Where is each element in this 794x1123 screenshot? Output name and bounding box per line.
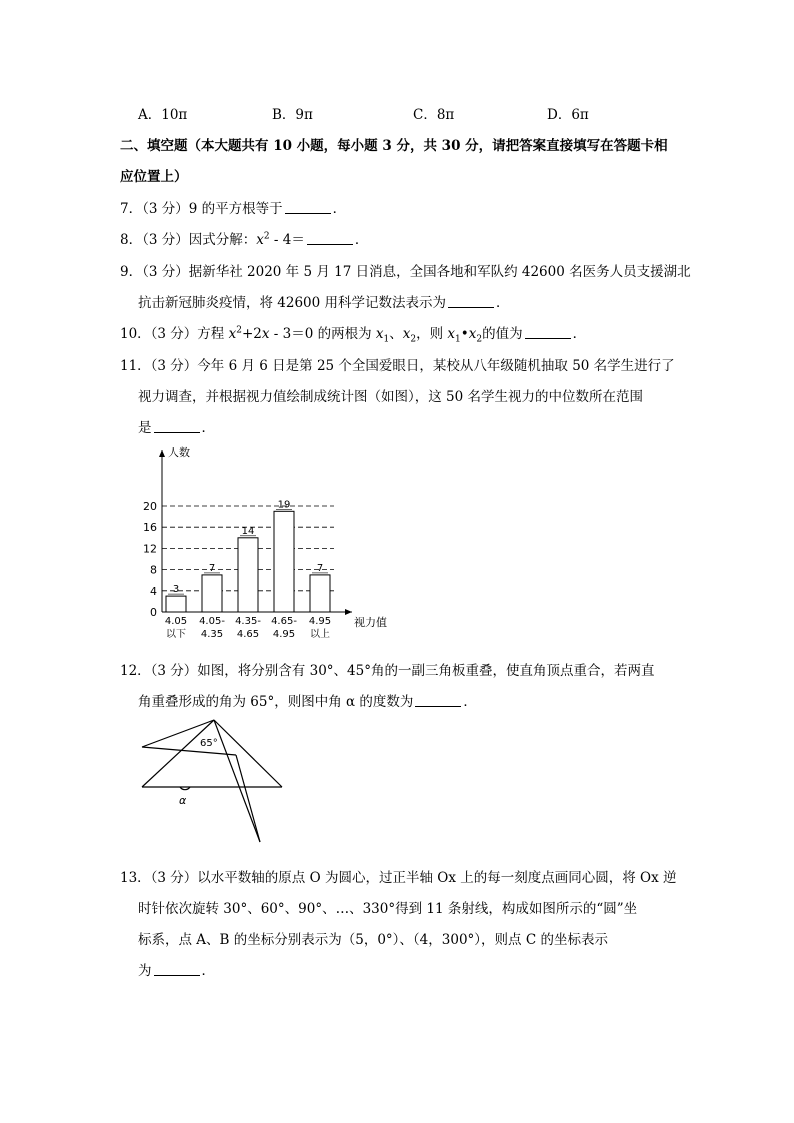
- question-13-line2: 时针依次旋转 30°、60°、90°、…、330°得到 11 条射线，构成如图所示的“圆”坐: [138, 901, 638, 917]
- q10-root1: x: [375, 326, 384, 342]
- triangle-edge: [142, 720, 214, 787]
- answer-blank: [448, 295, 494, 308]
- q10-tail: 的值为: [482, 326, 523, 342]
- q11-text: 是: [138, 420, 152, 436]
- alpha-label: α: [179, 794, 187, 807]
- q10-exp: 2: [236, 325, 242, 336]
- q10-prod1: x: [447, 326, 456, 342]
- q12-end: ．: [463, 694, 477, 710]
- y-tick-label: 4: [150, 584, 157, 598]
- angle-65-label: 65°: [200, 738, 218, 749]
- answer-blank: [285, 201, 331, 214]
- answer-blank: [415, 694, 461, 707]
- q8-end: ．: [354, 232, 369, 248]
- q12-text: 角重叠形成的角为 65°，则图中角 α 的度数为: [138, 694, 414, 710]
- choice-b: B．9π: [272, 107, 313, 123]
- question-12-line1: 12．（3 分）如图，将分别含有 30°、45°角的一副三角板重叠，使直角顶点重合，若两直: [120, 663, 655, 679]
- x-tick-label: 4.65: [236, 629, 260, 640]
- y-tick-label: 20: [143, 500, 157, 513]
- q11-end: ．: [201, 420, 215, 436]
- choice-c: C．8π: [413, 107, 455, 123]
- x-axis-arrow: [345, 609, 352, 615]
- q10-prefix: 10．（3 分）方程: [120, 326, 229, 342]
- q10-psub2: 2: [476, 334, 483, 345]
- bar: [310, 575, 330, 612]
- q7-text: 7．（3 分）9 的平方根等于: [120, 201, 283, 217]
- q9-end: ．: [496, 295, 510, 311]
- y-tick-label: 16: [143, 521, 157, 535]
- q8-exp: 2: [263, 231, 270, 242]
- bar: [202, 575, 222, 612]
- choice-a: A．10π: [138, 107, 188, 123]
- question-11-line2: 视力调查，并根据视力值绘制成统计图（如图），这 50 名学生视力的中位数所在范围: [138, 389, 644, 405]
- y-tick-label: 0: [150, 606, 157, 619]
- q10-sep: 、: [389, 326, 403, 342]
- q10-mid2: - 3＝0 的两根为: [269, 326, 376, 342]
- q10-root2: x: [402, 326, 411, 342]
- q10-end: ．: [572, 326, 587, 342]
- x-tick-label: 4.65-: [271, 616, 297, 627]
- answer-blank: [525, 326, 571, 339]
- bar: [166, 596, 186, 612]
- q9-text: 抗击新冠肺炎疫情，将 42600 用科学记数法表示为: [138, 295, 447, 311]
- y-axis-arrow: [159, 450, 165, 457]
- q10-var: x: [228, 326, 237, 342]
- question-13-line4: [138, 959, 215, 979]
- answer-blank: [154, 420, 200, 433]
- triangles-figure: [138, 716, 288, 846]
- x-tick-label: 4.05: [164, 616, 188, 627]
- section-heading-line1: 二、填空题（本大题共有 10 小题，每小题 3 分，共 30 分，请把答案直接填写在答题卡相: [120, 138, 668, 154]
- section-heading-line2: 应位置上）: [120, 169, 188, 185]
- q8-prefix: 8．（3 分）因式分解：: [120, 232, 257, 248]
- x-tick-label: 以上: [310, 629, 330, 640]
- q13-end: ．: [201, 963, 215, 979]
- q10-psub1: 1: [455, 334, 461, 345]
- x-tick-label: 以下: [166, 629, 186, 640]
- q8-post: - 4＝: [269, 232, 305, 248]
- y-tick-label: 8: [150, 563, 157, 577]
- q13-text: 为: [138, 963, 152, 979]
- y-tick-label: 12: [143, 542, 157, 556]
- answer-blank: [307, 232, 353, 245]
- question-9-line2: [138, 291, 510, 311]
- x-tick-label: 4.95: [272, 629, 296, 640]
- q8-var: x: [256, 232, 264, 248]
- q7-end: ．: [332, 201, 347, 217]
- q10-then: ，则: [416, 326, 448, 342]
- q10-sub2: 2: [410, 334, 417, 345]
- bar: [274, 511, 294, 612]
- question-10: [120, 322, 586, 345]
- bar-value-label: 14: [241, 525, 255, 537]
- vision-bar-chart: [130, 440, 400, 645]
- q10-prod2: x: [468, 326, 477, 342]
- triangle-edge: [214, 720, 260, 842]
- question-13-line1: 13．（3 分）以水平数轴的原点 O 为圆心，过正半轴 Ox 上的每一刻度点画同心圆，将 Ox 逆: [120, 870, 677, 886]
- choice-d: D．6π: [547, 107, 589, 123]
- x-tick-label: 4.05-: [199, 616, 225, 627]
- question-9-line1: 9．（3 分）据新华社 2020 年 5 月 17 日消息，全国各地和军队约 42600 名医务人员支援湖北: [120, 264, 691, 280]
- question-11-line1: 11．（3 分）今年 6 月 6 日是第 25 个全国爱眼日，某校从八年级随机抽取 50 名学生进行了: [120, 358, 675, 374]
- x-axis-label: 视力值: [354, 616, 387, 629]
- q10-dot: •: [460, 326, 469, 342]
- bar-value-label: 7: [208, 562, 216, 574]
- q10-sub1: 1: [383, 334, 390, 345]
- bar-value-label: 3: [172, 584, 180, 596]
- question-13-line3: 标系，点 A、B 的坐标分别表示为（5，0°）、（4，300°），则点 C 的坐标表示: [138, 932, 608, 948]
- bar-value-label: 7: [316, 562, 324, 574]
- q10-var2: x: [261, 326, 270, 342]
- x-tick-label: 4.35-: [235, 616, 261, 627]
- bar-value-label: 19: [277, 499, 291, 511]
- q10-mid: +2: [241, 326, 262, 342]
- bar: [238, 538, 258, 612]
- answer-blank: [154, 963, 200, 976]
- question-11-line3: [138, 416, 215, 436]
- triangle-edge: [142, 747, 236, 755]
- x-tick-label: 4.95: [308, 616, 332, 627]
- y-axis-label: 人数: [168, 446, 190, 459]
- question-12-line2: [138, 690, 477, 710]
- question-7: [120, 197, 346, 217]
- triangle-edge: [236, 755, 260, 842]
- x-tick-label: 4.35: [200, 629, 224, 640]
- question-8: [120, 228, 368, 248]
